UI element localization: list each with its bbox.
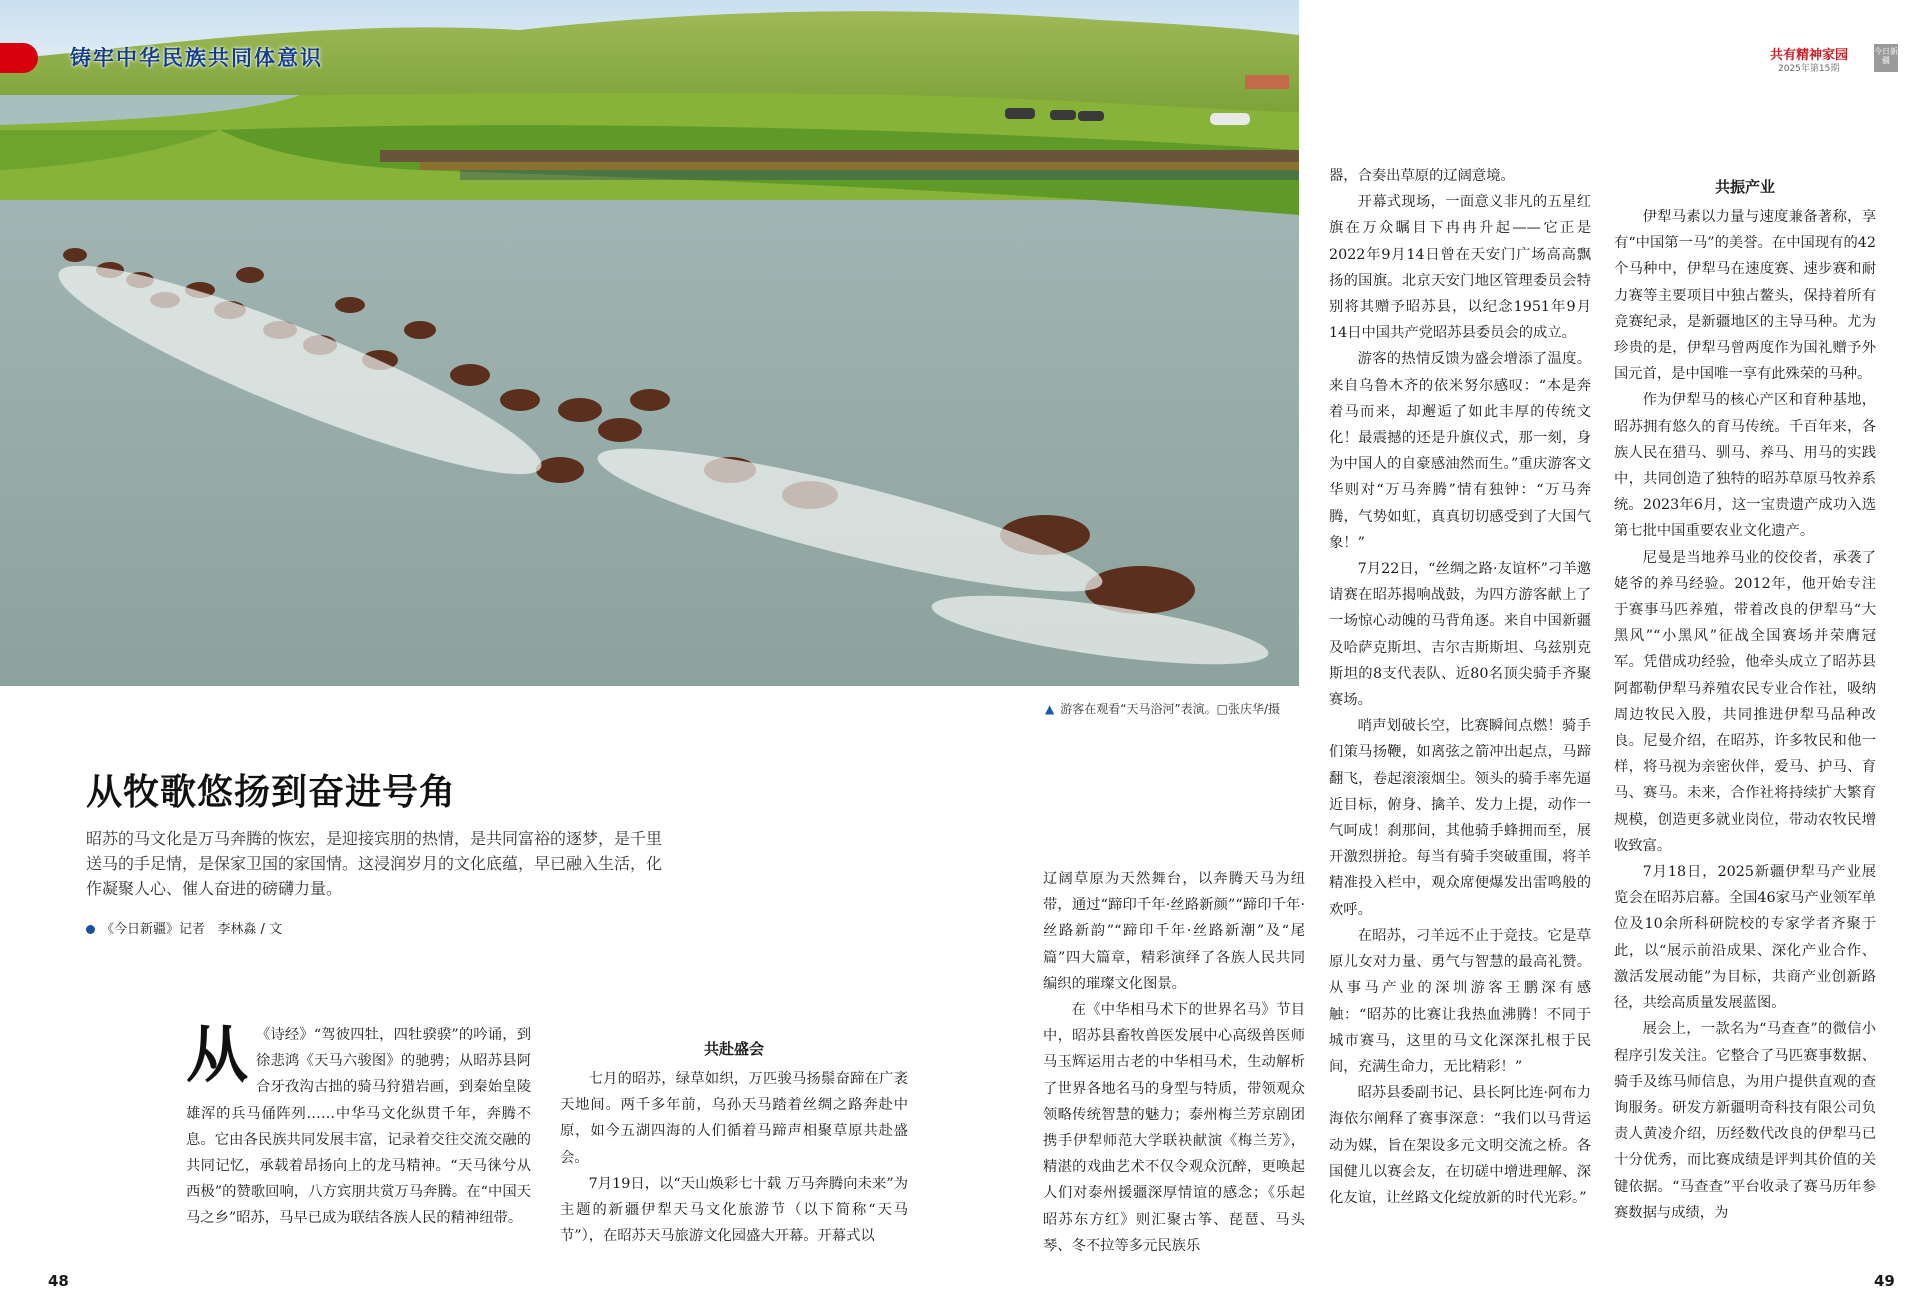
- page-number-left: 48: [48, 1272, 69, 1290]
- horses-river-illustration: [0, 0, 1299, 686]
- photo-caption: [1045, 700, 1280, 717]
- paragraph: 昭苏县委副书记、县长阿比连·阿布力海依尔阐释了赛事深意：“我们以马背运动为媒，旨在架设多元文明交流之桥。各国健儿以赛会友，在切磋中增进理解、深化友谊，让丝路文化绽放新的时代光彩。”: [1329, 1085, 1591, 1206]
- paragraph: 《诗经》“驾彼四牡，四牡骙骙”的吟诵，到徐悲鸿《天马六骏图》的驰骋；从昭苏县阿合牙孜沟古拙的骑马狩猎岩画，到秦始皇陵雄浑的兵马俑阵列……中华马文化纵贯千年，奔腾不息。它由各民族共同发展丰富，记录着交往交流交融的共同记忆，承载着昂扬向上的龙马精神。“天马徕兮从西极”的赞歌回响，八方宾朋共赏万马奔腾。在“中国天马之乡”昭苏，马早已成为联结各族人民的精神纽带。: [186, 1027, 531, 1227]
- article-headline: 从牧歌悠扬到奋进号角: [86, 772, 457, 813]
- paragraph: 7月22日，“丝绸之路·友谊杯”刁羊邀请赛在昭苏揭响战鼓，为四方游客献上了一场惊心动魄的马背角逐。来自中国新疆及哈萨克斯坦、吉尔吉斯斯坦、乌兹别克斯坦的8支代表队、近80名顶尖骑手齐聚赛场。: [1329, 561, 1591, 709]
- paragraph: 器，合奏出草原的辽阔意境。: [1329, 168, 1515, 184]
- paragraph: 开幕式现场，一面意义非凡的五星红旗在万众瞩目下冉冉升起——它正是2022年9月14日曾在天安门广场高高飘扬的国旗。北京天安门地区管理委员会特别将其赠予昭苏县，以纪念1951年9月14日中国共产党昭苏县委员会的成立。: [1329, 194, 1591, 342]
- paragraph: 作为伊犁马的核心产区和育种基地，昭苏拥有悠久的育马传统。千百年来，各族人民在猎马、驯马、养马、用马的实践中，共同创造了独特的昭苏草原马牧养系统。2023年6月，这一宝贵遗产成功入选第七批中国重要农业文化遗产。: [1614, 392, 1876, 540]
- drop-cap: 从: [186, 1018, 249, 1091]
- magazine-brand: 共有精神家园: [1770, 48, 1849, 63]
- paragraph: 伊犁马素以力量与速度兼备著称，享有“中国第一马”的美誉。在中国现有的42个马种中，伊犁马在速度赛、速步赛和耐力赛等主要项目中独占鳌头，保持着所有竞赛纪录，是新疆地区的主导马种。尤为珍贵的是，伊犁马曾两度作为国礼赠予外国元首，是中国唯一享有此殊荣的马种。: [1614, 209, 1876, 383]
- paragraph: 辽阔草原为天然舞台，以奔腾天马为纽带，通过“蹄印千年·丝路新颜”“蹄印千年·丝路新韵”“蹄印千年·丝路新潮”及“尾篇”四大篇章，精彩演绎了各族人民共同编织的璀璨文化图景。: [1043, 871, 1305, 992]
- paragraph: 7月18日，2025新疆伊犁马产业展览会在昭苏启幕。全国46家马产业领军单位及10余所科研院校的专家学者齐聚于此，以“展示前沿成果、深化产业合作、激活发展动能”为目标，共商产业创新路径，共绘高质量发展蓝图。: [1614, 864, 1876, 1012]
- subheading: 共振产业: [1714, 178, 1775, 196]
- byline-source: 《今日新疆》记者: [101, 922, 206, 937]
- bullet-icon: [86, 925, 95, 934]
- section-marker: [0, 43, 38, 73]
- paragraph: 在《中华相马术下的世界名马》节目中，昭苏县畜牧兽医发展中心高级兽医师马玉辉运用古老的中华相马术，生动解析了世界各地名马的身型与特质，带领观众领略传统智慧的魅力；泰州梅兰芳京剧团携手伊犁师范大学联袂献演《梅兰芳》，精湛的戏曲艺术不仅令观众沉醉，更唤起人们对泰州援疆深厚情谊的感念；《乐起昭苏东方红》则汇聚古筝、琵琶、马头琴、冬不拉等多元民族乐: [1043, 1002, 1305, 1254]
- paragraph: 在昭苏，刁羊远不止于竞技。它是草原儿女对力量、勇气与智慧的最高礼赞。从事马产业的深圳游客王鹏深有感触：“昭苏的比赛让我热血沸腾！不同于城市赛马，这里的马文化深深扎根于民间，充满生命力，无比精彩！”: [1329, 927, 1591, 1075]
- body-column-4: [1329, 163, 1591, 1211]
- subheading: 共赴盛会: [703, 1040, 764, 1058]
- magazine-badge: 今日新疆: [1874, 44, 1898, 72]
- byline-author: 李林淼 / 文: [217, 922, 283, 937]
- body-column-5: [1614, 174, 1876, 1226]
- body-column-2: [560, 1036, 908, 1249]
- paragraph: 展会上，一款名为“马查查”的微信小程序引发关注。它整合了马匹赛事数据、骑手及练马师信息，为用户提供直观的查询服务。研发方新疆明奇科技有限公司负责人黄凌介绍，历经数代改良的伊犁马已十分优秀，而比赛成绩是评判其价值的关键依据。“马查查”平台收录了赛马历年参赛数据与成绩，为: [1614, 1021, 1876, 1221]
- page-number-right: 49: [1874, 1272, 1895, 1290]
- paragraph: 游客的热情反馈为盛会增添了温度。来自乌鲁木齐的依米努尔感叹：“本是奔着马而来，却邂逅了如此丰厚的传统文化！最震撼的还是升旗仪式，那一刻，身为中国人的自豪感油然而生。”重庆游客文华则对“万马奔腾”情有独钟：“万马奔腾，气势如虹，真真切切感受到了大国气象！”: [1329, 351, 1591, 551]
- article-lede: 昭苏的马文化是万马奔腾的恢宏，是迎接宾朋的热情，是共同富裕的逐梦，是千里送马的手足情，是保家卫国的家国情。这浸润岁月的文化底蕴，早已融入生活，化作凝聚人心、催人奋进的磅礴力量。: [86, 829, 663, 898]
- paragraph: 七月的昭苏，绿草如织，万匹骏马扬鬃奋蹄在广袤天地间。两千多年前，乌孙天马踏着丝绸之路奔赴中原，如今五湖四海的人们循着马蹄声相聚草原共赴盛会。: [560, 1071, 908, 1166]
- byline: [86, 918, 282, 937]
- triangle-icon: ▲: [1045, 702, 1055, 716]
- paragraph: 7月19日，以“天山焕彩七十载 万马奔腾向未来”为主题的新疆伊犁天马文化旅游节（以下简称“天马节”），在昭苏天马旅游文化园盛大开幕。开幕式以: [560, 1175, 908, 1245]
- body-column-3: [1043, 866, 1305, 1259]
- paragraph: 哨声划破长空，比赛瞬间点燃！骑手们策马扬鞭，如离弦之箭冲出起点，马蹄翻飞，卷起滚滚烟尘。领头的骑手率先逼近目标，俯身、擒羊、发力上提，动作一气呵成！刹那间，其他骑手蜂拥而至，展开激烈拼抢。每当有骑手突破重围，将羊精准投入栏中，观众席便爆发出雷鸣般的欢呼。: [1329, 718, 1591, 918]
- body-column-1: [186, 1018, 531, 1232]
- paragraph: 尼曼是当地养马业的佼佼者，承袭了姥爷的养马经验。2012年，他开始专注于赛事马匹养殖，带着改良的伊犁马“大黑风”“小黑风”征战全国赛场并荣膺冠军。凭借成功经验，他牵头成立了昭苏县阿都勒伊犁马养殖农民专业合作社，吸纳周边牧民入股，共同推进伊犁马品种改良。尼曼介绍，在昭苏，许多牧民和他一样，将马视为亲密伙伴，爱马、护马、育马、赛马。未来，合作社将持续扩大繁育规模，创造更多就业岗位，带动农牧民增收致富。: [1614, 549, 1876, 854]
- hero-photo: [0, 0, 1299, 686]
- photo-caption-text: 游客在观看“天马浴河”表演。□张庆华/摄: [1060, 702, 1281, 716]
- issue-number: 2025年第15期: [1778, 64, 1840, 74]
- section-title: 铸牢中华民族共同体意识: [70, 46, 323, 70]
